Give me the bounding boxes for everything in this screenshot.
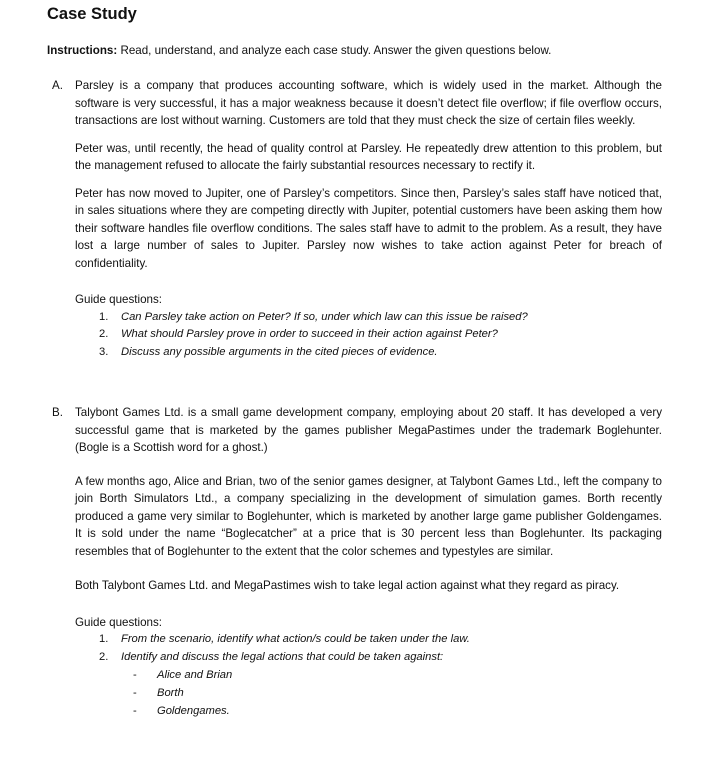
case-b-body	[75, 404, 662, 720]
case-b-guide-title: Guide questions:	[75, 615, 163, 629]
target-text: Goldengames.	[157, 705, 230, 717]
question-text: What should Parsley prove in order to succeed in their action against Peter?	[121, 328, 498, 340]
dash-mark: -	[133, 705, 137, 717]
dash-mark: -	[133, 669, 137, 681]
case-b-targets	[75, 666, 662, 720]
case-b-paragraph-3: Both Talybont Games Ltd. and MegaPastimes wish to take legal action against what they regard as piracy.	[75, 579, 620, 592]
instructions-text: Read, understand, and analyze each case study. Answer the given questions below.	[117, 44, 552, 57]
question-text: From the scenario, identify what action/s could be taken under the law.	[121, 633, 470, 645]
question-number: 2.	[99, 328, 109, 340]
dash-mark: -	[133, 687, 137, 699]
instructions-label: Instructions:	[47, 44, 118, 57]
question-text: Can Parsley take action on Peter? If so, under which law can this issue be raised?	[121, 310, 528, 323]
case-b-paragraph-2: A few months ago, Alice and Brian, two of the senior games designer, at Talybont Games Ltd., left the company to join Borth Simulators Ltd., a company specializing in the development of simulation games. Borth recently produced a game very similar to Boglehunter, which is marketed by another large game publisher Goldengames. It is sold under the name “Boglecatcher” at a price that is 30 percent less than Boglehunter. Its packaging resembles that of Boglehunter to the extent that the color schemes and typestyles are similar.	[75, 474, 662, 558]
case-a-body	[75, 77, 662, 361]
question-number: 3.	[99, 345, 109, 358]
case-a-paragraph-1: Parsley is a company that produces accounting software, which is widely used in the market. Although the software is very successful, it has a major weakness because it doesn’t detect file overflow; if file overflow occurs, transactions are lost without warning. Customers are told that they must check the size of certain files weekly.	[75, 79, 662, 127]
case-a-guide-title: Guide questions:	[75, 293, 163, 306]
case-a-questions	[75, 309, 662, 362]
page-title: Case Study	[47, 5, 137, 23]
case-a-letter: A.	[52, 79, 63, 92]
case-b-paragraph-1: Talybont Games Ltd. is a small game development company, employing about 20 staff. It has developed a very successful game that is marketed by the games publisher MegaPastimes under the trademark Boglehunter. (Bogle is a Scottish word for a ghost.)	[75, 406, 662, 454]
case-b-questions	[75, 631, 662, 666]
case-b-question-2	[75, 649, 662, 667]
case-a-paragraph-2: Peter was, until recently, the head of quality control at Parsley. He repeatedly drew attention to this problem, but the management refused to allocate the fairly substantial resources necessary to rectify it.	[75, 141, 662, 172]
target-item	[75, 702, 662, 720]
target-text: Borth	[157, 687, 184, 699]
case-b-letter: B.	[52, 406, 63, 419]
question-number: 1.	[99, 633, 109, 645]
case-a-question-3	[75, 344, 662, 362]
question-number: 1.	[99, 310, 109, 323]
case-a-question-1	[75, 309, 662, 327]
question-number: 2.	[99, 650, 109, 663]
question-text: Identify and discuss the legal actions that could be taken against:	[121, 650, 444, 663]
target-text: Alice and Brian	[157, 669, 233, 681]
case-a-question-2	[75, 326, 662, 344]
case-b-question-1	[75, 631, 662, 649]
target-item	[75, 684, 662, 702]
instructions	[47, 44, 551, 57]
target-item	[75, 666, 662, 684]
question-text: Discuss any possible arguments in the cited pieces of evidence.	[121, 345, 438, 358]
case-a-paragraph-3: Peter has now moved to Jupiter, one of Parsley’s competitors. Since then, Parsley’s sales staff have noticed that, in sales situations where they are competing directly with Jupiter, potential customers have been asking them how their software handles file overflow conditions. The sales staff have to admit to the problem. As a result, they have lost a large number of sales to Jupiter. Parsley now wishes to take action against Peter for breach of confidentiality.	[75, 186, 662, 270]
